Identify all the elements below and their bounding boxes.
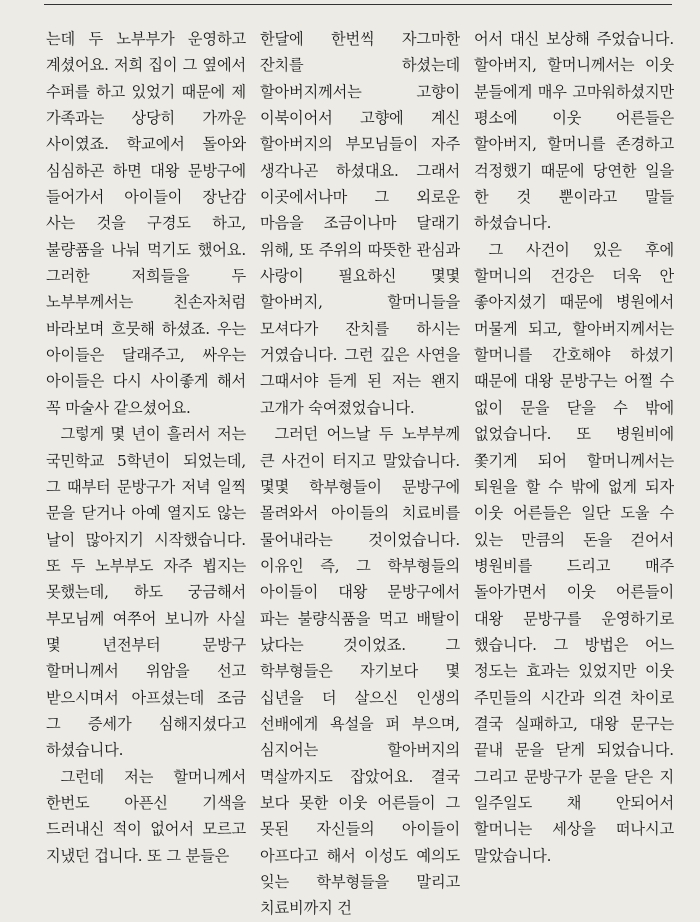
text-column-right (474, 26, 674, 869)
paragraph: 그러던 어느날 두 노부부께 큰 사건이 터지고 말았습니다. 몇몇 학부형들이 문방구에 몰려와서 아이들의 치료비를 물어내라는 것이었습니다. 이유인 즉, 그 학부형들의 아이들이 대왕 문방구에서 파는 불량식품을 먹고 배탈이 났다는 것이었죠. 그 학부형들은 자기보다 몇 십년을 더 살으신 인생의 선배에게 욕설을 퍼 부으며, 심지어는 할아버지의 멱살까지도 잡았어요. 결국 보다 못한 이웃 어른들이 그 못된 자신들의 아이들이 아프다고 해서 이성도 예의도 잊는 학부형들을 말리고 치료비까지 건 (260, 425, 460, 918)
text-column-middle (260, 26, 460, 922)
paragraph: 그런데 저는 할머니께서 한번도 아픈신 기색을 드러내신 적이 없어서 모르고 지냈던 겁니다. 또 그 분들은 (46, 767, 246, 865)
paragraph: 한달에 한번씩 자그마한 잔치를 하셨는데 할아버지께서는 고향이 이북이어서 고향에 계신 할아버지의 부모님들이 자주 생각나곤 하셨대요. 그래서 이곳에서나마 그 외로운 마음을 조금이나마 달래기 위해, 또 주위의 따뜻한 관심과 사랑이 필요하신 몇몇 할아버지, 할머니들을 모셔다가 잔치를 하시는 거였습니다. 그런 깊은 사연을 그때서야 듣게 된 저는 왠지 고개가 숙여졌었습니다. (260, 30, 460, 417)
paragraph: 그렇게 몇 년이 흘러서 저는 국민학교 5학년이 되었는데, 그 때부터 문방구가 저녁 일찍 문을 닫거나 아예 열지도 않는 날이 많아지기 시작했습니다. 또 두 노부부도 자주 뵙지는 못했는데, 하도 궁금해서 부모님께 여쭈어 보니까 사실 몇 년전부터 문방구 할머니께서 위암을 선고 받으시며서 아프셨는데 조금 그 증세가 심해지셨다고 하셨습니다. (46, 425, 246, 760)
top-rule (44, 4, 672, 5)
paragraph: 는데 두 노부부가 운영하고 계셨어요. 저희 집이 그 옆에서 수퍼를 하고 있었기 때문에 제 가족과는 상당히 가까운 사이였죠. 학교에서 돌아와 심심하곤 하면 대왕 문방구에 들어가서 아이들이 장난감 사는 것을 구경도 하고, 불량품을 나눠 먹기도 했어요. 그러한 저희들을 두 노부부께서는 친손자처럼 바라보며 흐뭇해 하셨죠. 우는 아이들은 달래주고, 싸우는 아이들은 다시 사이좋게 해서 꼭 마술사 같으셨어요. (46, 30, 246, 417)
paragraph: 어서 대신 보상해 주었습니다. 할아버지, 할머니께서는 이웃 분들에게 매우 고마워하셨지만 평소에 이웃 어른들은 할아버지, 할머니를 존경하고 걱정했기 때문에 당연한 일을 한 것 뿐이라고 말들 하셨습니다. (474, 30, 674, 233)
paragraph: 그 사건이 있은 후에 할머니의 건강은 더욱 안 좋아지셨기 때문에 병원에서 머물게 되고, 할아버지께서는 할머니를 간호해야 하셨기 때문에 대왕 문방구는 어쩔 수 없이 문을 닫을 수 밖에 없었습니다. 또 병원비에 쫓기게 되어 할머니께서는 퇴원을 할 수 밖에 없게 되자 이웃 어른들은 일단 도울 수 있는 만큼의 돈을 걷어서 병원비를 드리고 매주 돌아가면서 이웃 어른들이 대왕 문방구를 운영하기로 했습니다. 그 방법은 어느 정도는 효과는 있었지만 이웃 주민들의 시간과 의견 차이로 결국 실패하고, 대왕 문구는 끝내 문을 닫게 되었습니다. 그리고 문방구가 문을 닫은 지 일주일도 채 안되어서 할머니는 세상을 떠나시고 말았습니다. (474, 240, 674, 865)
text-column-left (46, 26, 246, 869)
